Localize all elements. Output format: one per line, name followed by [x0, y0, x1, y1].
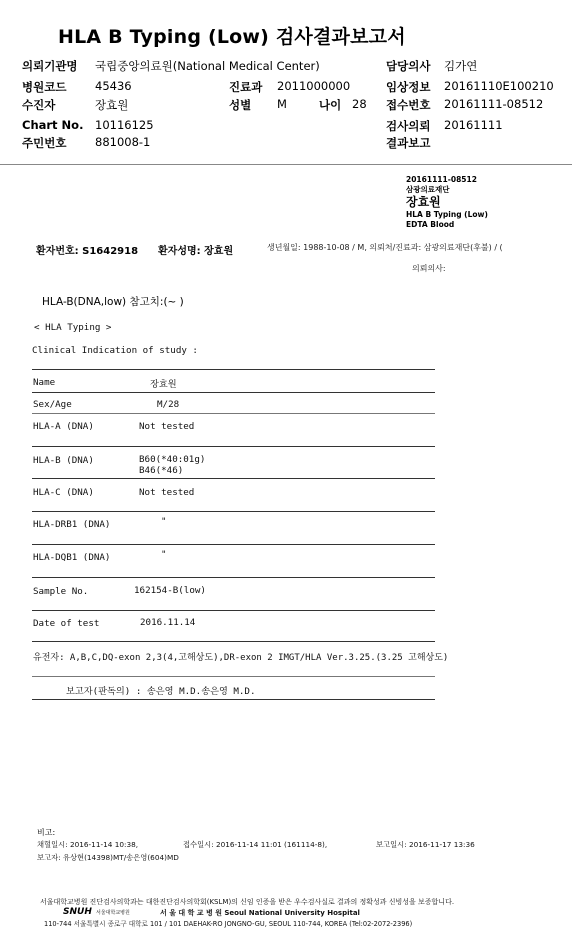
row-value-name: 장효원 [150, 379, 177, 390]
page-title: HLA B Typing (Low) 검사결과보고서 [58, 26, 406, 48]
clinical-indication: Clinical Indication of study : [32, 345, 198, 356]
row-divider [32, 446, 435, 447]
row-divider [32, 676, 435, 677]
rrn-label: 주민번호 [22, 136, 67, 150]
row-divider [32, 511, 435, 512]
row-value-hla-b-1: B60(*40:01g) [139, 454, 206, 465]
row-value-sex-age: M/28 [157, 399, 180, 410]
collect-time: 채혈일시: 2016-11-14 10:38, [37, 840, 139, 849]
clinical-value: 20161110E100210 [444, 79, 554, 93]
row-label-hla-drb1: HLA-DRB1 (DNA) [33, 519, 111, 530]
institution-label: 의뢰기관명 [22, 59, 78, 73]
gene-info: 유전자: A,B,C,DQ-exon 2,3(4,고해상도),DR-exon 2 IMGT/HLA Ver.3.25.(3.25 고해상도) [33, 653, 449, 663]
age-value: 28 [352, 97, 367, 111]
sex-label: 성별 [229, 98, 252, 112]
label-specimen: EDTA Blood [406, 220, 455, 229]
doctor-label: 담당의사 [386, 59, 431, 73]
age-label: 나이 [319, 98, 342, 112]
row-value-hla-b-2: B46(*46) [139, 465, 184, 476]
reporter: 보고자(판독의) : 송은영 M.D.송은영 M.D. [66, 686, 256, 697]
patient-number: 환자번호: S1642918 [36, 246, 139, 257]
row-value-hla-drb1: " [161, 516, 167, 527]
row-divider [32, 577, 435, 578]
chart-label: Chart No. [22, 118, 84, 132]
footer-certification: 서울대학교병원 진단검사의학과는 대한진단검사의학회(KSLM)의 신임 인증을 받은 우수검사실로 결과의 정확성과 신빙성을 보증합니다. [40, 898, 455, 906]
sex-value: M [277, 97, 287, 111]
row-label-hla-dqb1: HLA-DQB1 (DNA) [33, 552, 111, 563]
hospital-code-label: 병원코드 [22, 80, 67, 94]
institution-value: 국립중앙의료원(National Medical Center) [95, 59, 320, 73]
row-divider [32, 413, 435, 414]
row-divider [32, 610, 435, 611]
rrn-value: 881008-1 [95, 135, 151, 149]
hospital-code-value: 45436 [95, 79, 132, 93]
row-divider [32, 544, 435, 545]
label-patient-name: 장효원 [406, 195, 441, 209]
section-title: < HLA Typing > [34, 322, 112, 333]
header-divider [0, 164, 572, 165]
snuh-logo-sub: 서울대학교병원 [96, 910, 130, 916]
row-divider [32, 478, 435, 479]
row-value-date-of-test: 2016.11.14 [140, 617, 196, 628]
row-label-hla-b: HLA-B (DNA) [33, 455, 94, 466]
dept-label: 진료과 [229, 80, 263, 94]
remarks-label: 비고: [37, 828, 56, 837]
patient-name: 환자성명: 장효원 [158, 246, 234, 257]
receive-time: 접수일시: 2016-11-14 11:01 (161114-8), [183, 840, 328, 849]
row-label-date-of-test: Date of test [33, 618, 100, 629]
row-label-sex-age: Sex/Age [33, 399, 72, 410]
row-label-hla-c: HLA-C (DNA) [33, 487, 94, 498]
row-divider [32, 641, 435, 642]
row-label-sample-no: Sample No. [33, 586, 89, 597]
requesting-doctor: 의뢰의사: [412, 264, 446, 273]
reception-value: 20161111-08512 [444, 97, 544, 111]
dept-value: 2011000000 [277, 79, 351, 93]
footer-hospital: 서 울 대 학 교 병 원 Seoul National University Hospital [160, 909, 360, 917]
report-time: 보고일시: 2016-11-17 13:36 [376, 840, 475, 849]
row-label-hla-a: HLA-A (DNA) [33, 421, 94, 432]
row-value-hla-c: Not tested [139, 487, 195, 498]
row-value-hla-a: Not tested [139, 421, 195, 432]
request-label: 검사의뢰 [386, 119, 431, 133]
chart-value: 10116125 [95, 118, 154, 132]
footer-address: 110-744 서울특별시 종로구 대학로 101 / 101 DAEHAK-RO JONGNO-GU, SEOUL 110-744, KOREA (Tel:02-2072-2396) [44, 920, 413, 928]
row-value-sample-no: 162154-B(low) [134, 585, 206, 596]
reporter-footer: 보고자: 유상현(14398)MT/송은영(604)MD [37, 853, 179, 862]
row-value-hla-dqb1: " [161, 549, 167, 560]
doctor-value: 김가연 [444, 59, 478, 73]
patient-extra-info: 생년월일: 1988-10-08 / M, 의뢰처/진료과: 삼광의료재단(후불) / ( [267, 243, 503, 252]
patient-value: 장효원 [95, 98, 129, 112]
test-heading: HLA-B(DNA,low) 참고치:(~ ) [42, 296, 184, 308]
row-label-name: Name [33, 377, 56, 388]
reception-label: 접수번호 [386, 98, 431, 112]
label-foundation: 삼광의료재단 [406, 185, 450, 194]
label-test-name: HLA B Typing (Low) [406, 210, 488, 219]
label-reception-no: 20161111-08512 [406, 175, 477, 184]
patient-label: 수진자 [22, 98, 56, 112]
request-value: 20161111 [444, 118, 503, 132]
row-divider [32, 369, 435, 370]
clinical-label: 임상정보 [386, 80, 431, 94]
result-label: 결과보고 [386, 136, 431, 150]
snuh-logo: SNUH [63, 907, 92, 917]
row-divider [32, 392, 435, 393]
row-divider [32, 699, 435, 700]
